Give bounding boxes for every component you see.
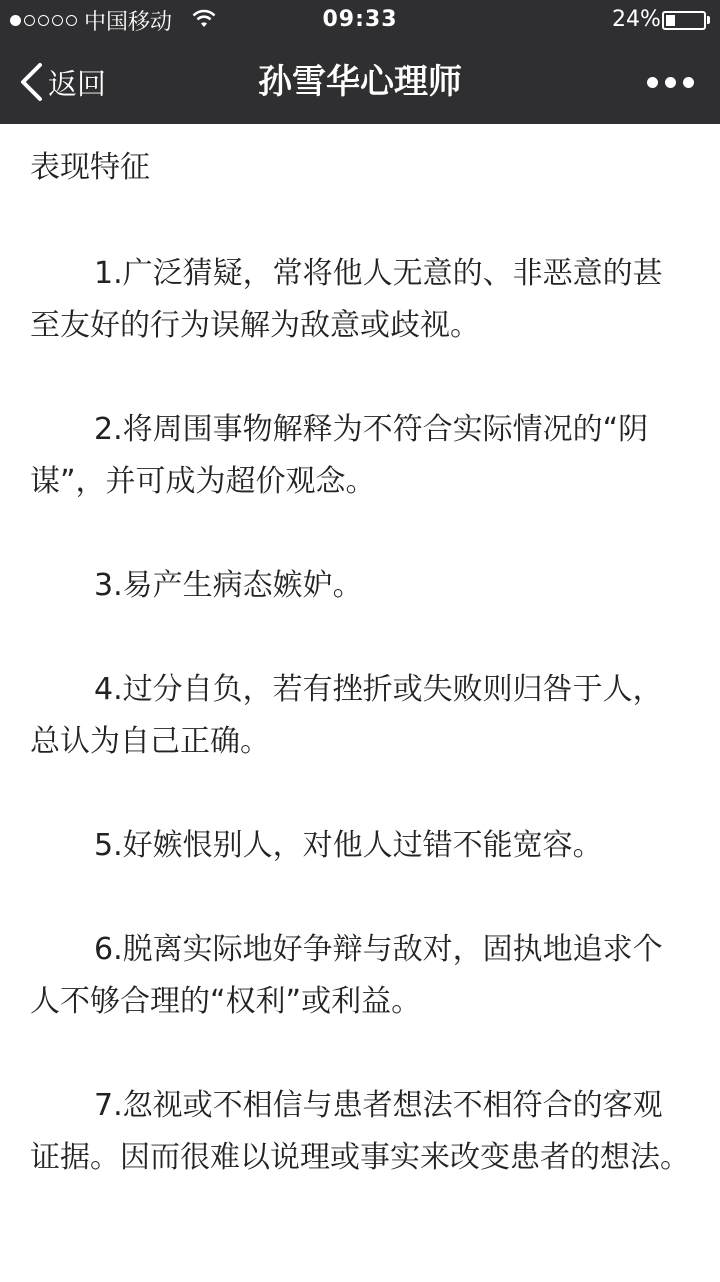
status-time: 09:33 [322, 7, 398, 32]
carrier-name: 中国移动 [84, 9, 173, 35]
status-bar [0, 0, 720, 40]
more-dots-icon[interactable] [647, 40, 694, 124]
list-item: 5.好嫉恨别人，对他人过错不能宽容。 [94, 828, 603, 863]
battery-fill [666, 15, 675, 26]
page-title: 孙雪华心理师 [258, 62, 462, 102]
list-item: 1.广泛猜疑，常将他人无意的、非恶意的甚至友好的行为误解为敌意或歧视。 [30, 256, 663, 343]
article-content [0, 124, 720, 1282]
back-label: 返回 [48, 66, 107, 101]
list-item: 6.脱离实际地好争辩与敌对，固执地追求个人不够合理的“权利”或利益。 [30, 932, 663, 1019]
list-item: 7.忽视或不相信与患者想法不相符合的客观证据。因而很难以说理或事实来改变患者的想法。 [30, 1088, 690, 1175]
navigation-bar [0, 40, 720, 124]
battery-percent: 24% [612, 7, 661, 32]
list-item: 4.过分自负，若有挫折或失败则归咎于人，总认为自己正确。 [30, 672, 663, 759]
list-item: 3.易产生病态嫉妒。 [94, 568, 363, 603]
list-item: 2.将周围事物解释为不符合实际情况的“阴谋”，并可成为超价观念。 [30, 412, 649, 499]
battery-icon [662, 11, 706, 30]
article-heading: 表现特征 [30, 150, 150, 185]
